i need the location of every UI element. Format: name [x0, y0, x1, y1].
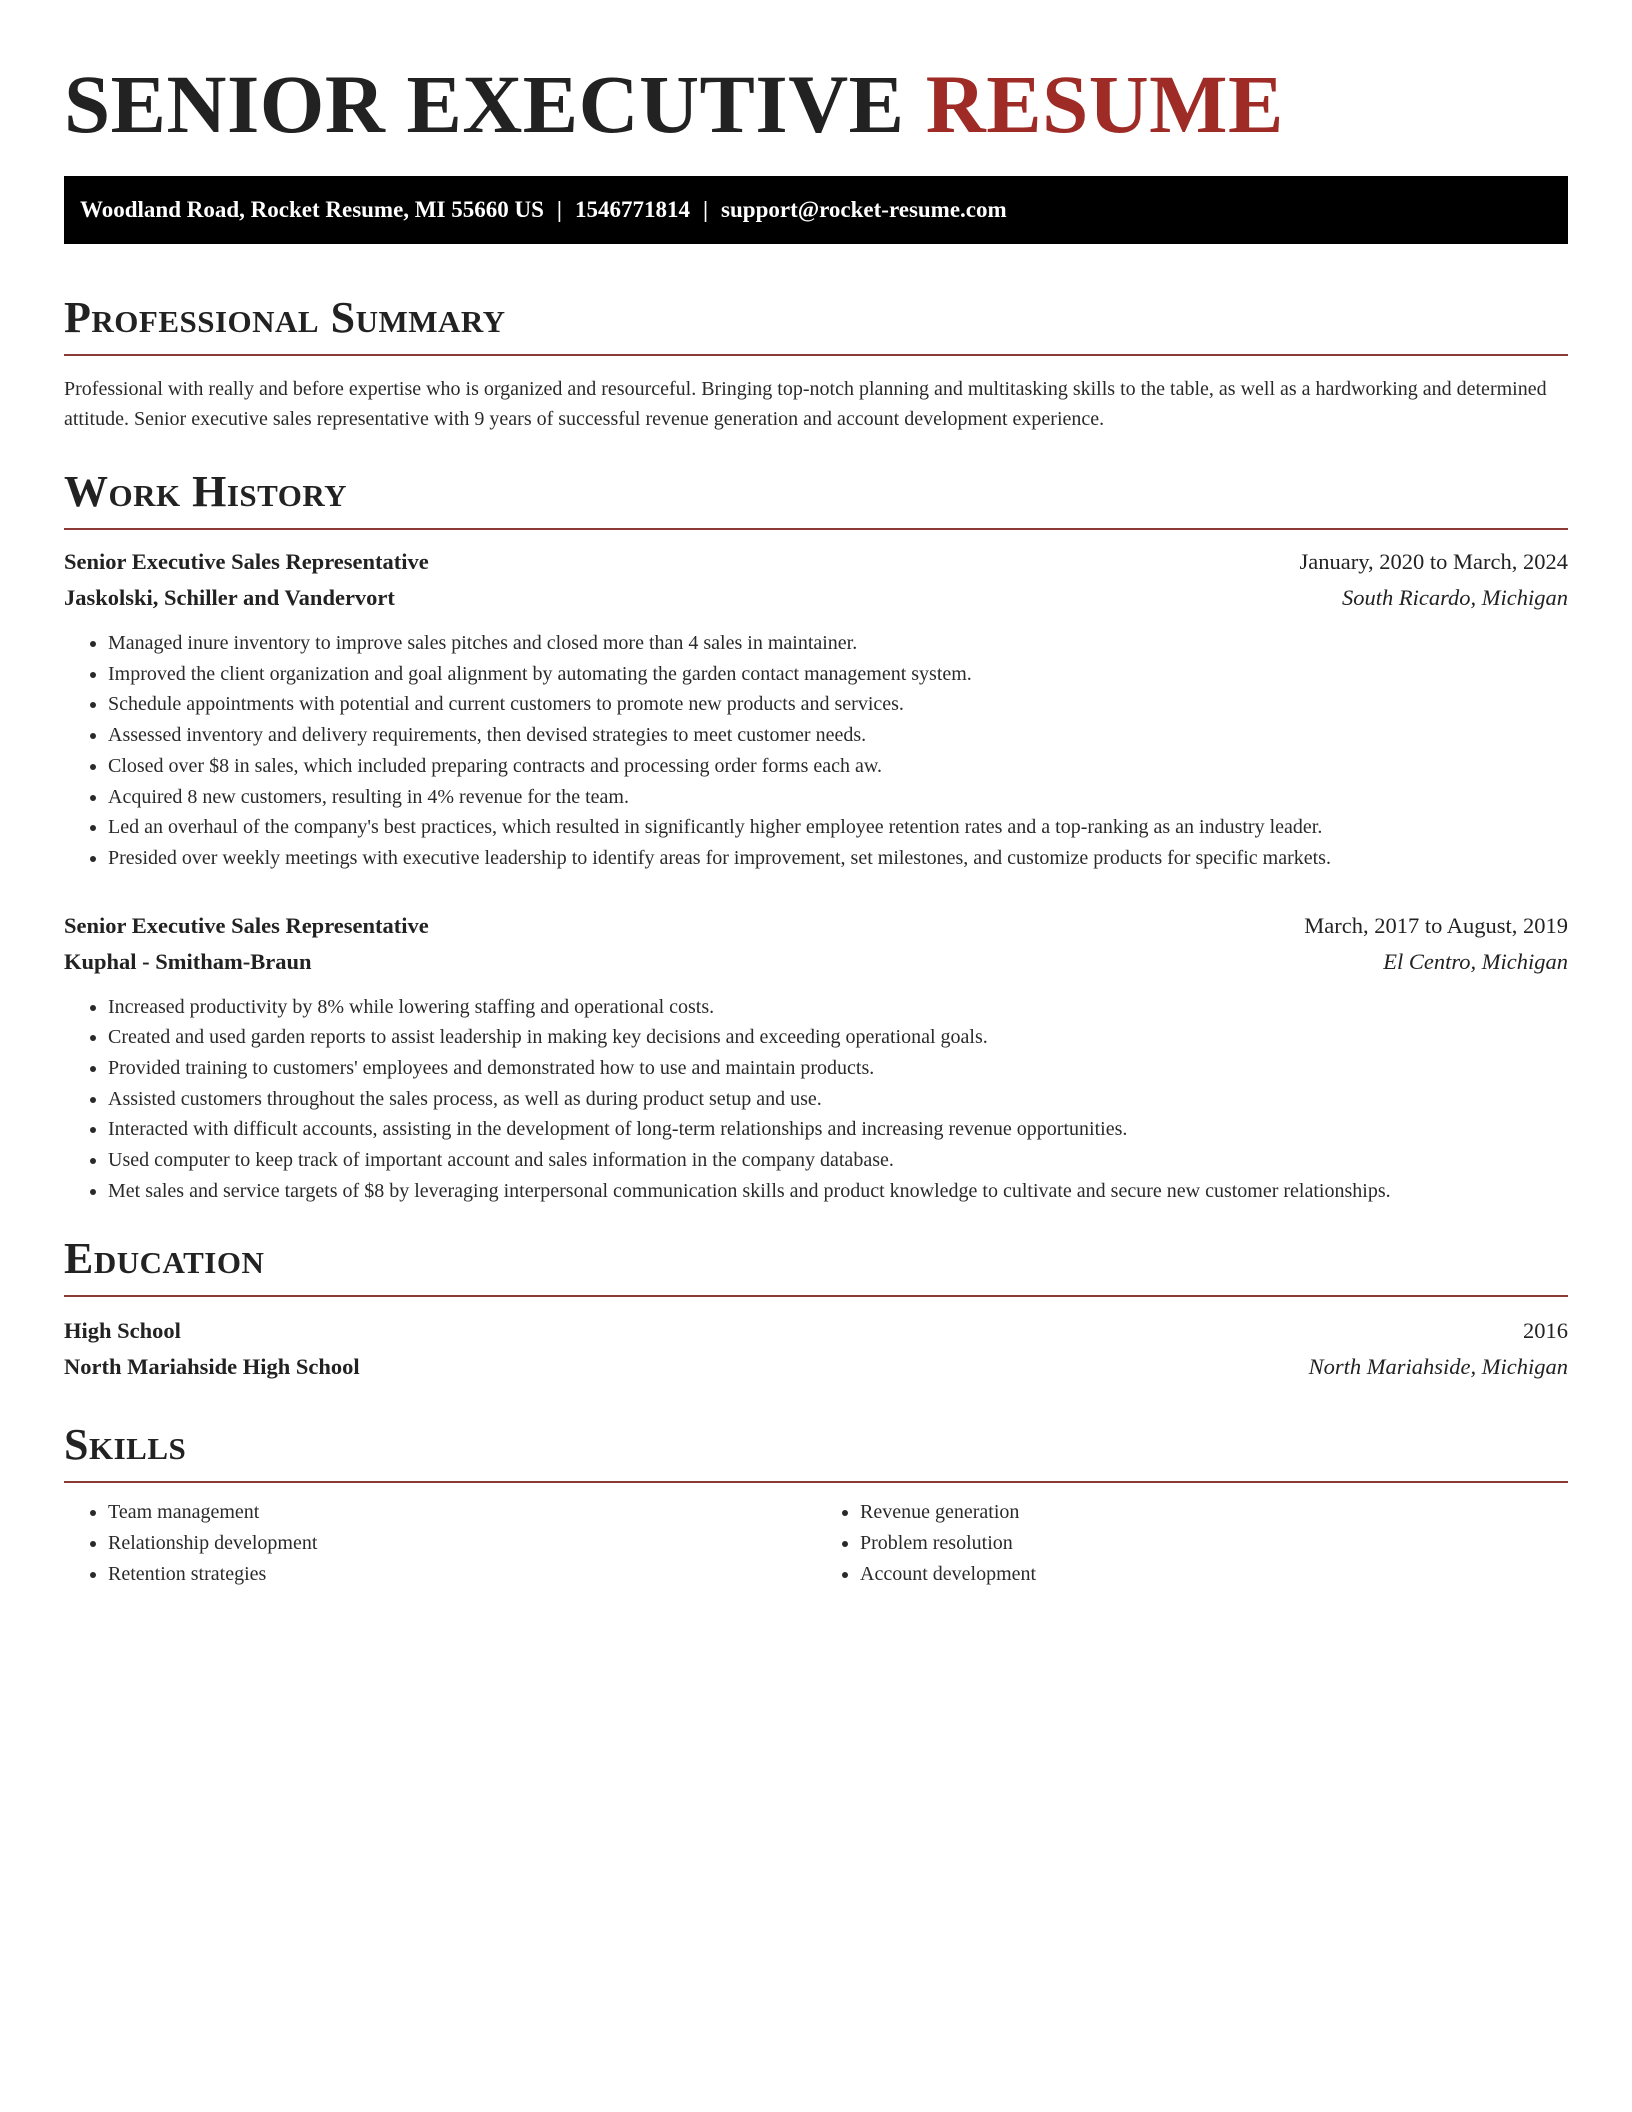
job-company: Kuphal - Smitham-Braun: [64, 948, 312, 974]
job-company-row: [64, 580, 1568, 616]
list-item: • Revenue generation: [860, 1497, 1568, 1528]
skills-list-left: [64, 1497, 816, 1590]
list-item: • Retention strategies: [108, 1559, 816, 1590]
list-item: • Improved the client organization and goal alignment by automating the garden contact management system.: [108, 659, 1568, 690]
education-year: 2016: [1523, 1317, 1568, 1343]
list-item: • Account development: [860, 1559, 1568, 1590]
summary-text: Professional with really and before expertise who is organized and resourceful. Bringing top-notch planning and multitasking skills to the table, as well as a hardworking and determined attitude. Senior executive sales representative with 9 years of successful revenue generation and account development experience.: [64, 378, 1547, 430]
list-item: • Assisted customers throughout the sales process, as well as during product setup and use.: [108, 1084, 1568, 1115]
job-dates: January, 2020 to March, 2024: [1299, 549, 1568, 574]
list-item: • Assessed inventory and delivery requirements, then devised strategies to meet customer needs.: [108, 720, 1568, 751]
resume-title: [64, 54, 1568, 154]
contact-phone: 1546771814: [574, 197, 690, 222]
title-main: SENIOR EXECUTIVE: [64, 58, 905, 150]
list-item: • Presided over weekly meetings with executive leadership to identify areas for improvement, set milestones, and customize products for specific markets.: [108, 843, 1568, 874]
title-accent: RESUME: [925, 58, 1284, 150]
skills-section: [64, 1417, 1568, 1590]
section-title-summary: Professional Summary: [64, 293, 506, 342]
job-bullets: [64, 628, 1568, 874]
list-item: • Acquired 8 new customers, resulting in 4% revenue for the team.: [108, 782, 1568, 813]
job-title: Senior Executive Sales Representative: [64, 549, 429, 574]
work-history-section: [64, 464, 1568, 1207]
section-title-work-history: Work History: [64, 467, 348, 516]
list-item: • Created and used garden reports to assist leadership in making key decisions and exceeding operational goals.: [108, 1022, 1568, 1053]
list-item: • Interacted with difficult accounts, assisting in the development of long-term relationships and increasing revenue opportunities.: [108, 1114, 1568, 1145]
list-item: • Relationship development: [108, 1528, 816, 1559]
section-divider: [64, 1481, 1568, 1483]
summary-section: [64, 290, 1568, 434]
section-divider: [64, 354, 1568, 356]
job-company-row: [64, 944, 1568, 980]
job-entry: [64, 544, 1568, 874]
list-item: • Increased productivity by 8% while lowering staffing and operational costs.: [108, 992, 1568, 1023]
contact-address: Woodland Road, Rocket Resume, MI 55660 US: [80, 197, 544, 222]
list-item: • Provided training to customers' employees and demonstrated how to use and maintain products.: [108, 1053, 1568, 1084]
list-item: • Problem resolution: [860, 1528, 1568, 1559]
section-divider: [64, 528, 1568, 530]
list-item: • Managed inure inventory to improve sales pitches and closed more than 4 sales in maintainer.: [108, 628, 1568, 659]
job-location: South Ricardo, Michigan: [1341, 585, 1568, 610]
job-dates: March, 2017 to August, 2019: [1304, 912, 1568, 938]
job-title: Senior Executive Sales Representative: [64, 912, 429, 938]
job-header-row: [64, 908, 1568, 944]
list-item: • Led an overhaul of the company's best practices, which resulted in significantly higher employee retention rates and a top-ranking as an industry leader.: [108, 812, 1568, 843]
contact-email[interactable]: support@rocket-resume.com: [721, 197, 1007, 222]
education-location: North Mariahside, Michigan: [1308, 1353, 1568, 1379]
job-location: El Centro, Michigan: [1383, 948, 1568, 974]
list-item: • Schedule appointments with potential and current customers to promote new products and services.: [108, 689, 1568, 720]
education-degree: High School: [64, 1317, 181, 1343]
contact-separator: |: [702, 197, 709, 222]
job-entry: [64, 908, 1568, 1207]
contact-bar: [64, 176, 1568, 244]
education-school-row: [64, 1349, 1568, 1385]
skills-list-right: [816, 1497, 1568, 1590]
job-company: Jaskolski, Schiller and Vandervort: [64, 585, 395, 610]
education-school: North Mariahside High School: [64, 1353, 360, 1379]
section-title-education: Education: [64, 1233, 265, 1283]
section-title-skills: Skills: [64, 1419, 187, 1469]
education-header-row: [64, 1313, 1568, 1349]
contact-separator: |: [556, 197, 562, 222]
job-bullets: [64, 992, 1568, 1207]
skills-columns: [64, 1497, 1568, 1590]
list-item: • Closed over $8 in sales, which included preparing contracts and processing order forms each aw.: [108, 751, 1568, 782]
section-divider: [64, 1295, 1568, 1297]
job-header-row: [64, 544, 1568, 580]
list-item: • Met sales and service targets of $8 by leveraging interpersonal communication skills and product knowledge to cultivate and secure new customer relationships.: [108, 1176, 1568, 1207]
education-entry: [64, 1313, 1568, 1385]
list-item: • Team management: [108, 1497, 816, 1528]
education-section: [64, 1231, 1568, 1385]
list-item: • Used computer to keep track of important account and sales information in the company database.: [108, 1145, 1568, 1176]
